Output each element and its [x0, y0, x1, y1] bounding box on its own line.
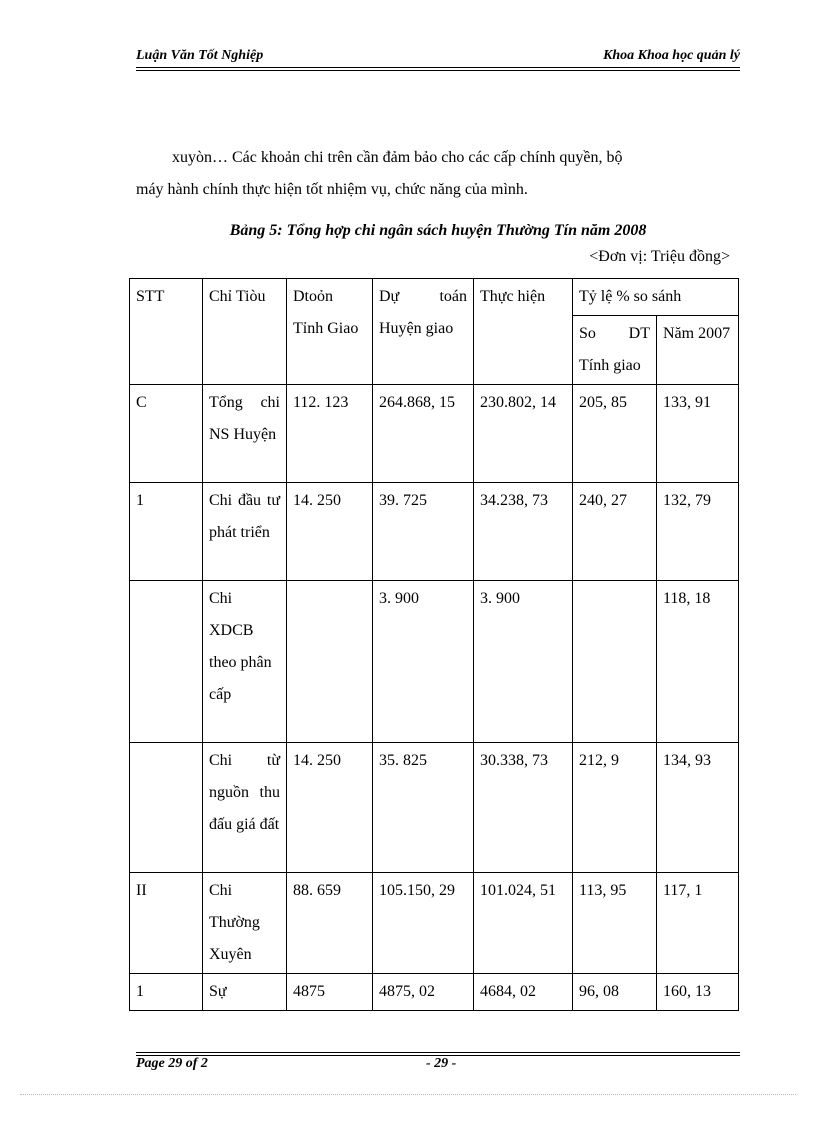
- cell-du-toan: 35. 825: [373, 743, 474, 873]
- footer-page-number: - 29 -: [426, 1056, 457, 1071]
- table-row: [130, 974, 739, 1011]
- cell-dt-tinh: 4875: [287, 974, 373, 1011]
- cell-stt: 1: [130, 974, 203, 1011]
- header-stt: STT: [130, 279, 203, 385]
- cell-stt: 1: [130, 483, 203, 581]
- cell-thuc-hien: 4684, 02: [474, 974, 573, 1011]
- cell-thuc-hien: 101.024, 51: [474, 873, 573, 974]
- cell-so-dt: 205, 85: [573, 385, 657, 483]
- cell-so-dt: 96, 08: [573, 974, 657, 1011]
- table-unit: <Đơn vị: Triệu đồng>: [589, 248, 730, 265]
- header-row: [130, 279, 739, 316]
- cell-du-toan: 39. 725: [373, 483, 474, 581]
- cell-dt-tinh: 88. 659: [287, 873, 373, 974]
- header-dt-tinh-giao: Dtoỏn Tỉnh Giao: [287, 279, 373, 385]
- table-row: [130, 873, 739, 974]
- cell-dt-tinh: [287, 581, 373, 743]
- footer-rule: [136, 1052, 740, 1053]
- cell-stt: C: [130, 385, 203, 483]
- cell-nam-2007: 133, 91: [657, 385, 739, 483]
- header-chi-tieu: Chỉ Tiòu: [203, 279, 287, 385]
- cell-so-dt: [573, 581, 657, 743]
- cell-stt: [130, 743, 203, 873]
- cell-nam-2007: 117, 1: [657, 873, 739, 974]
- header-nam-2007: Năm 2007: [657, 316, 739, 385]
- header-so-dt-tinh-giao: So DT Tính giao: [573, 316, 657, 385]
- cell-thuc-hien: 3. 900: [474, 581, 573, 743]
- table-row: [130, 385, 739, 483]
- cell-nam-2007: 118, 18: [657, 581, 739, 743]
- paragraph-line-1: xuyòn… Các khoản chi trên cần đảm bảo cho các cấp chính quyền, bộ: [172, 149, 623, 166]
- cell-dt-tinh: 14. 250: [287, 743, 373, 873]
- header-rule: [136, 67, 740, 68]
- budget-table: [129, 278, 739, 1011]
- table-caption: Bảng 5: Tổng hợp chi ngân sách huyện Thường Tín năm 2008: [229, 222, 647, 239]
- cell-stt: [130, 581, 203, 743]
- cell-nam-2007: 160, 13: [657, 974, 739, 1011]
- cell-nam-2007: 132, 79: [657, 483, 739, 581]
- table-row: [130, 743, 739, 873]
- cell-chi-tieu: Chi từ nguồn thu đấu giá đất: [203, 743, 287, 873]
- header-right-title: Khoa Khoa học quản lý: [603, 48, 740, 63]
- cell-du-toan: 264.868, 15: [373, 385, 474, 483]
- table-row: [130, 483, 739, 581]
- header-ty-le: Tỷ lệ % so sánh: [573, 279, 739, 316]
- cell-thuc-hien: 34.238, 73: [474, 483, 573, 581]
- page-header: [136, 48, 740, 68]
- paragraph-line-2: máy hành chính thực hiện tốt nhiệm vụ, chức năng của mình.: [136, 181, 528, 198]
- cell-so-dt: 212, 9: [573, 743, 657, 873]
- cell-chi-tieu: Tổng chi NS Huyện: [203, 385, 287, 483]
- header-left-title: Luận Văn Tốt Nghiệp: [136, 48, 264, 63]
- cell-so-dt: 113, 95: [573, 873, 657, 974]
- footer-page-label: Page 29 of 2: [136, 1056, 208, 1071]
- cell-dt-tinh: 112. 123: [287, 385, 373, 483]
- header-rule-second: [136, 70, 740, 71]
- cell-nam-2007: 134, 93: [657, 743, 739, 873]
- cell-du-toan: 3. 900: [373, 581, 474, 743]
- header-thuc-hien: Thực hiện: [474, 279, 573, 385]
- cell-chi-tieu: Chi Thường Xuyên: [203, 873, 287, 974]
- cell-thuc-hien: 230.802, 14: [474, 385, 573, 483]
- cell-dt-tinh: 14. 250: [287, 483, 373, 581]
- cell-chi-tieu: Chi đầu tư phát triển: [203, 483, 287, 581]
- cell-stt: II: [130, 873, 203, 974]
- header-du-toan-huyen-giao: Dự toán Huyện giao: [373, 279, 474, 385]
- table-row: [130, 581, 739, 743]
- cell-du-toan: 4875, 02: [373, 974, 474, 1011]
- body-paragraph: [136, 142, 740, 206]
- cell-chi-tieu: Sự: [203, 974, 287, 1011]
- cell-so-dt: 240, 27: [573, 483, 657, 581]
- cell-du-toan: 105.150, 29: [373, 873, 474, 974]
- cell-thuc-hien: 30.338, 73: [474, 743, 573, 873]
- cell-chi-tieu: Chi XDCB theo phân cấp: [203, 581, 287, 743]
- page-bottom-divider: [20, 1094, 796, 1095]
